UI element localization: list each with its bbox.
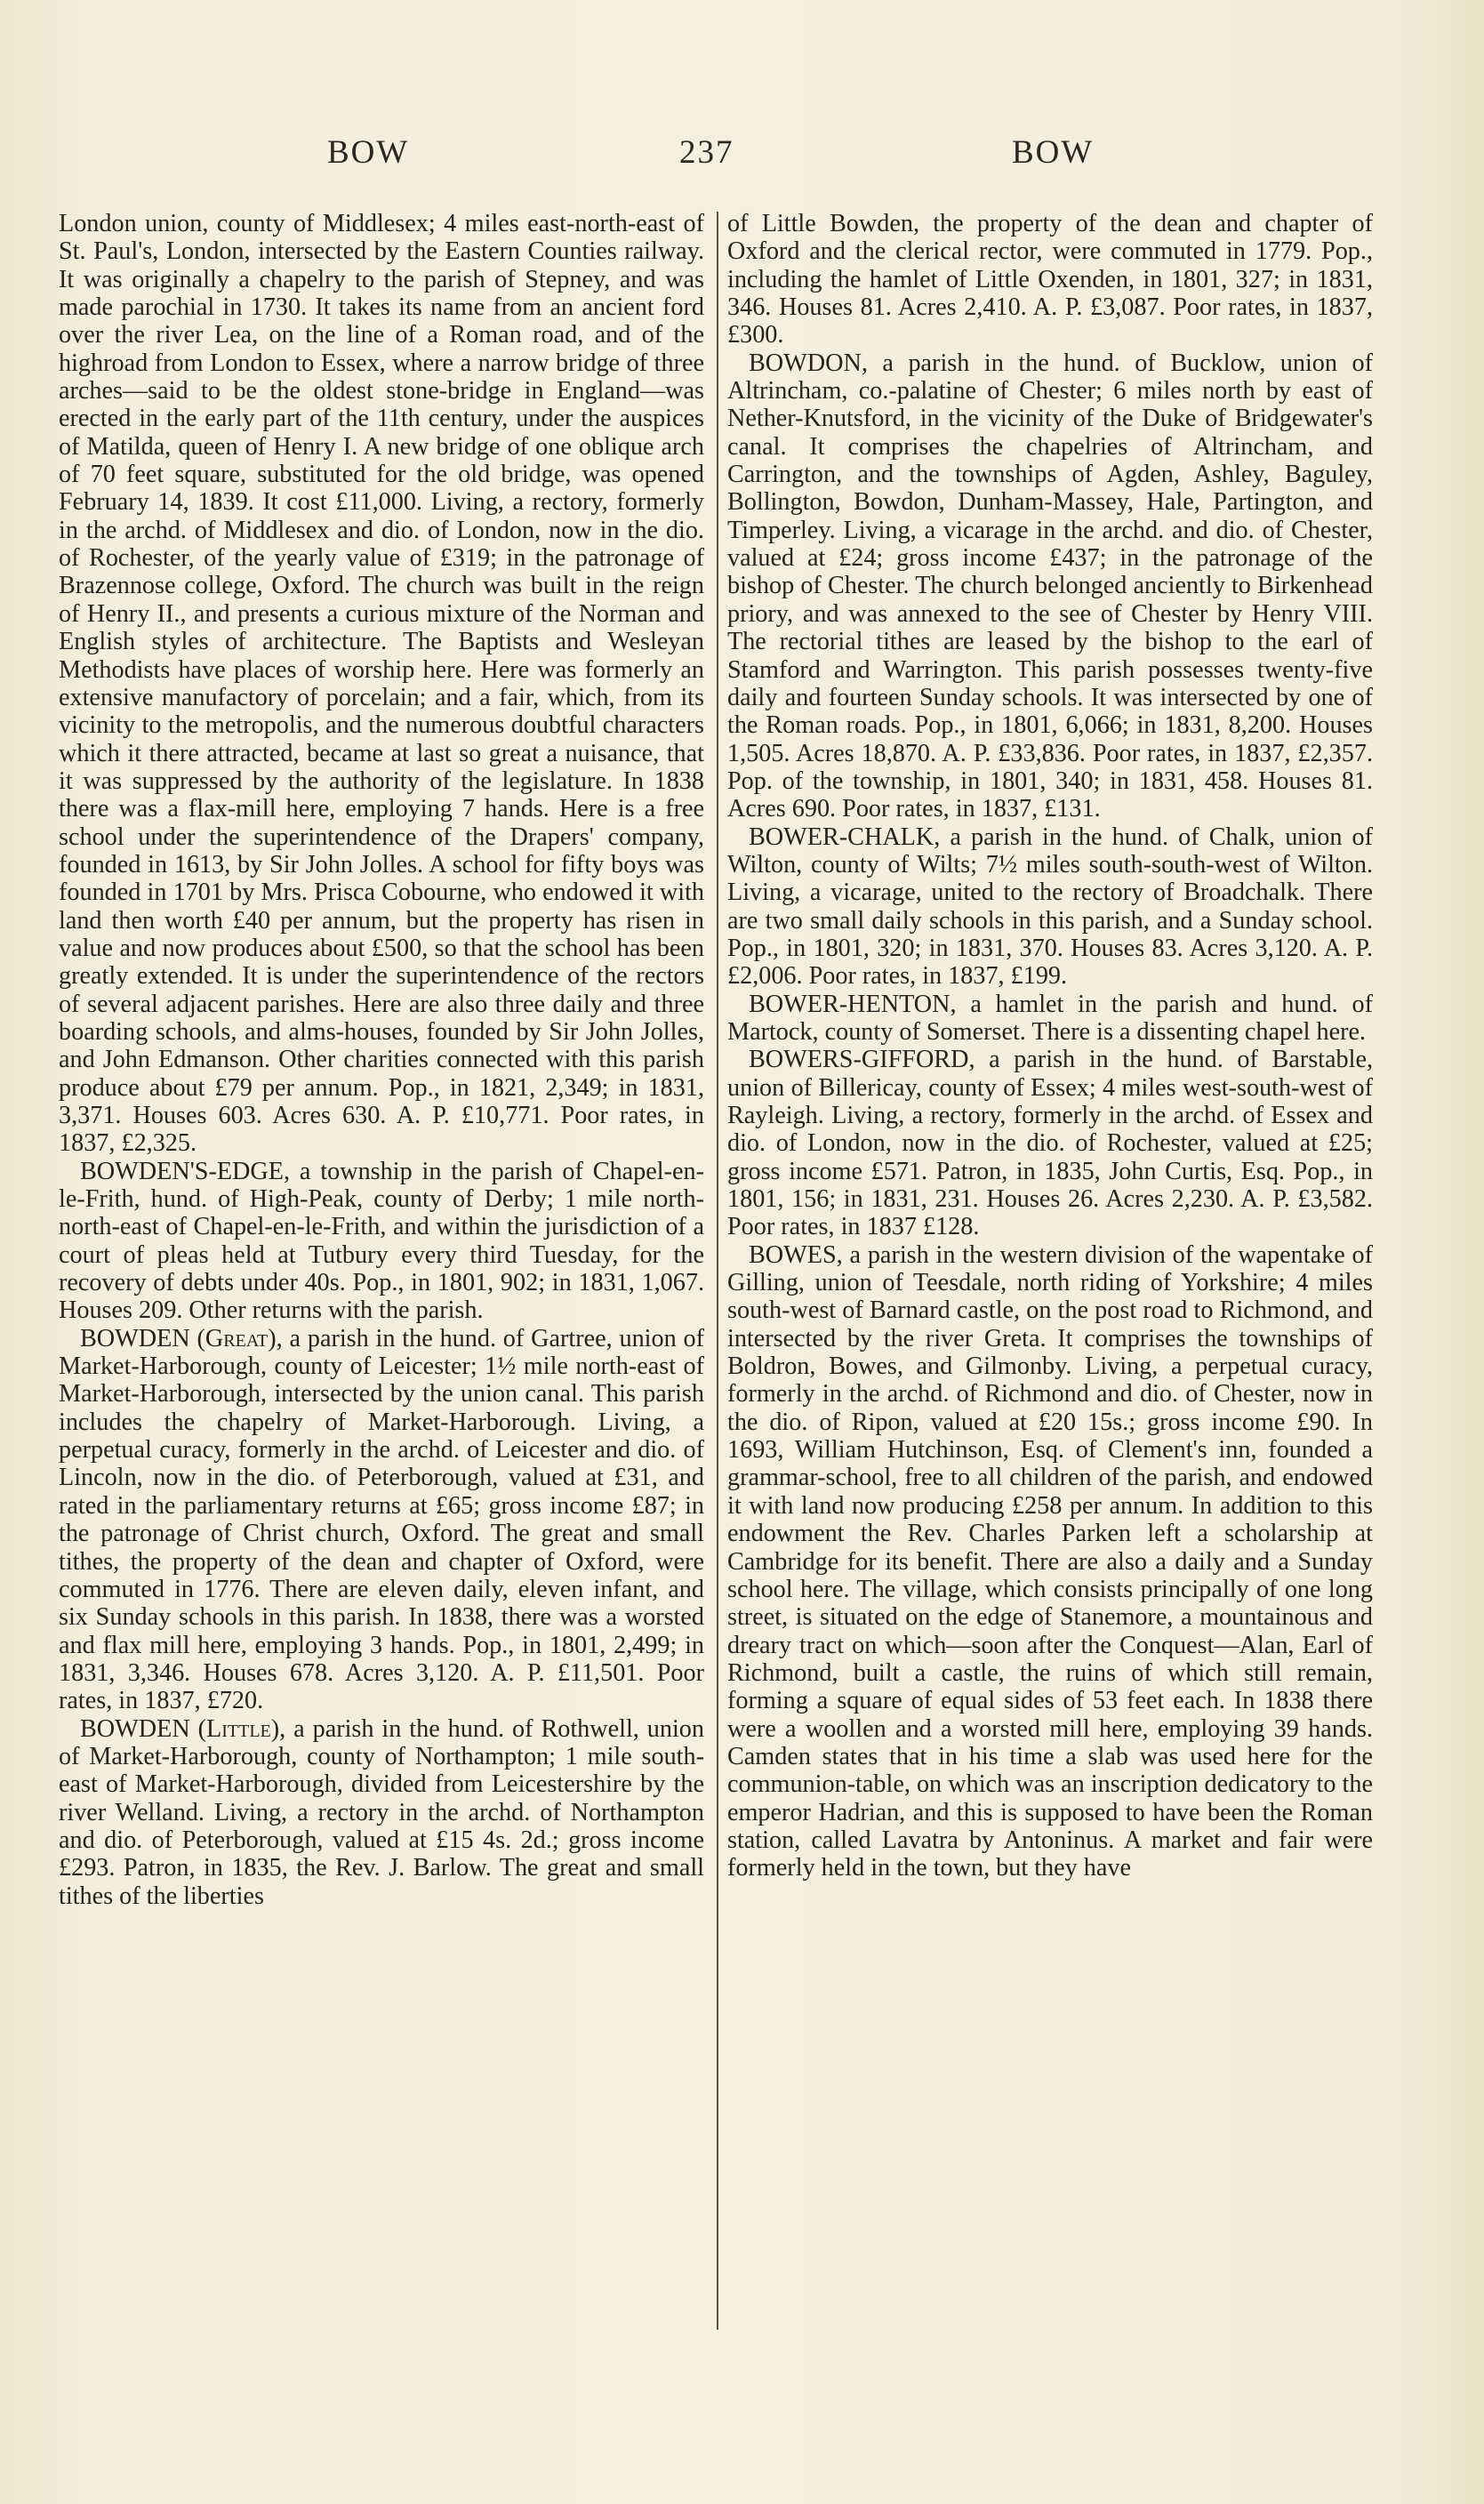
entry-bowden-little [59,1715,704,1910]
entry-bow-continued: London union, county of Middlesex; 4 miles east-north-east of St. Paul's, London, intersected by the Eastern Counties railway. It was originally a chapelry to the parish of Stepney, and was made parochial in 1730. It takes its name from an ancient ford over the river Lea, on the line of a Roman road, and of the highroad from London to Essex, where a narrow bridge of three arches—said to be the oldest stone-bridge in England—was erected in the early part of the 11th century, under the auspices of Matilda, queen of Henry I. A new bridge of one oblique arch of 70 feet square, substituted for the old bridge, was opened February 14, 1839. It cost £11,000. Living, a rectory, formerly in the archd. of Middlesex and dio. of London, now in the dio. of Rochester, of the yearly value of £319; in the patronage of Brazennose college, Oxford. The church was built in the reign of Henry II., and presents a curious mixture of the Norman and English styles of architecture. The Baptists and Wesleyan Methodists have places of worship here. Here was formerly an extensive manufactory of porcelain; and a fair, which, from its vicinity to the metropolis, and the numerous doubtful characters which it there attracted, became at last so great a nuisance, that it was suppressed by the authority of the legislature. In 1838 there was a flax-mill here, employing 7 hands. Here is a free school under the superintendence of the Drapers' company, founded in 1613, by Sir John Jolles. A school for fifty boys was founded in 1701 by Mrs. Prisca Cobourne, who endowed it with land then worth £40 per annum, but the property has risen in value and now produces about £500, so that the school has been greatly extended. It is under the superintendence of the rectors of several adjacent parishes. Here are also three daily and three boarding schools, and alms-houses, founded by Sir John Jolles, and John Edmanson. Other charities connected with this parish produce about £79 per annum. Pop., in 1821, 2,349; in 1831, 3,371. Houses 603. Acres 630. A. P. £10,771. Poor rates, in 1837, £2,325. [59,210,704,1158]
entry-head: BOWDEN ( [80,1714,207,1743]
entry-body: ), a parish in the hund. of Rothwell, union of Market-Harborough, county of Northampton; 1 mile south-east of Market-Harborough, divided from Leicestershire by the river Welland. Living, a rectory in the archd. of Northampton and dio. of Peterborough, valued at £15 4s. 2d.; gross income £293. Patron, in 1835, the Rev. J. Barlow. The great and small tithes of the liberties [59,1714,704,1910]
entry-head: BOWDEN ( [80,1324,205,1352]
header-left-catchword: BOW [327,134,410,171]
left-column [59,210,704,1910]
entry-body: ), a parish in the hund. of Gartree, union of Market-Harborough, county of Leicester; 1½ mile north-east of Market-Harborough, intersected by the union canal. This parish includes the chapelry of Market-Harborough. Living, a perpetual curacy, formerly in the archd. of Leicester and dio. of Lincoln, now in the dio. of Peterborough, valued at £31, and rated in the parliamentary returns at £65; gross income £87; in the patronage of Christ church, Oxford. The great and small tithes, the property of the dean and chapter of Oxford, were commuted in 1776. There are eleven daily, eleven infant, and six Sunday schools in this parish. In 1838, there was a worsted and flax mill here, employing 3 hands. Pop., in 1801, 2,499; in 1831, 3,346. Houses 678. Acres 3,120. A. P. £11,501. Poor rates, in 1837, £720. [59,1324,704,1715]
entry-bowden-little-continued: of Little Bowden, the property of the dean and chapter of Oxford and the clerical rector, were commuted in 1779. Pop., including the hamlet of Little Oxenden, in 1801, 327; in 1831, 346. Houses 81. Acres 2,410. A. P. £3,087. Poor rates, in 1837, £300. [727,210,1373,349]
entry-bowdon: BOWDON, a parish in the hund. of Bucklow, union of Altrincham, co.-palatine of Chester; 6 miles north by east of Nether-Knutsford, in the vicinity of the Duke of Bridgewater's canal. It comprises the chapelries of Altrincham, and Carrington, and the townships of Agden, Ashley, Baguley, Bollington, Bowdon, Dunham-Massey, Hale, Partington, and Timperley. Living, a vicarage in the archd. and dio. of Chester, valued at £24; gross income £437; in the patronage of the bishop of Chester. The church belonged anciently to Birkenhead priory, and was annexed to the see of Chester by Henry VIII. The rectorial tithes are leased by the bishop to the earl of Stamford and Warrington. This parish possesses twenty-five daily and fourteen Sunday schools. It was intersected by one of the Roman roads. Pop., in 1801, 6,066; in 1831, 8,200. Houses 1,505. Acres 18,870. A. P. £33,836. Poor rates, in 1837, £2,357. Pop. of the township, in 1801, 340; in 1831, 458. Houses 81. Acres 690. Poor rates, in 1837, £131. [727,349,1373,823]
running-header [0,133,1484,187]
entry-bowdens-edge: BOWDEN'S-EDGE, a township in the parish of Chapel-en-le-Frith, hund. of High-Peak, county of Derby; 1 mile north-north-east of Chapel-en-le-Frith, and within the jurisdiction of a court of pleas held at Tutbury every third Tuesday, for the recovery of debts under 40s. Pop., in 1801, 902; in 1831, 1,067. Houses 209. Other returns with the parish. [59,1157,704,1325]
entry-bowers-gifford: BOWERS-GIFFORD, a parish in the hund. of Barstable, union of Billericay, county of Essex; 4 miles west-south-west of Rayleigh. Living, a rectory, formerly in the archd. of Essex and dio. of London, now in the dio. of Rochester, valued at £25; gross income £571. Patron, in 1835, John Curtis, Esq. Pop., in 1801, 156; in 1831, 231. Houses 26. Acres 2,230. A. P. £3,582. Poor rates, in 1837 £128. [727,1046,1373,1241]
header-right-catchword: BOW [1012,134,1095,171]
entry-bower-chalk: BOWER-CHALK, a parish in the hund. of Chalk, union of Wilton, county of Wilts; 7½ miles south-south-west of Wilton. Living, a vicarage, united to the rectory of Broadchalk. There are two small daily schools in this parish, and a Sunday school. Pop., in 1801, 320; in 1831, 370. Houses 83. Acres 3,120. A. P. £2,006. Poor rates, in 1837, £199. [727,823,1373,991]
column-divider [717,212,718,2330]
entry-bowden-great [59,1325,704,1715]
entry-head-qualifier: Great [205,1324,269,1352]
right-column [727,210,1373,1882]
page-number: 237 [679,134,734,171]
entry-bowes: BOWES, a parish in the western division of the wapentake of Gilling, union of Teesdale, north riding of Yorkshire; 4 miles south-west of Barnard castle, on the post road to Richmond, and intersected by the river Greta. It comprises the townships of Boldron, Bowes, and Gilmonby. Living, a perpetual curacy, formerly in the archd. of Richmond and dio. of Chester, now in the dio. of Ripon, valued at £20 15s.; gross income £90. In 1693, William Hutchinson, Esq. of Clement's inn, founded a grammar-school, free to all children of the parish, and endowed it with land now producing £258 per annum. In addition to this endowment the Rev. Charles Parken left a scholarship at Cambridge for its benefit. There are also a daily and a Sunday school here. The village, which consists principally of one long street, is situated on the edge of Stanemore, a mountainous and dreary tract on which—soon after the Conquest—Alan, Earl of Richmond, built a castle, the ruins of which still remain, forming a square of equal sides of 53 feet each. In 1838 there were a woollen and a worsted mill here, employing 39 hands. Camden states that in his time a slab was used here for the communion-table, on which was an inscription dedicatory to the emperor Hadrian, and this is supposed to have been the Roman station, called Lavatra by Antoninus. A market and fair were formerly held in the town, but they have [727,1240,1373,1882]
entry-bower-henton: BOWER-HENTON, a hamlet in the parish and hund. of Martock, county of Somerset. There is a dissenting chapel here. [727,990,1373,1046]
entry-head-qualifier: Little [206,1714,271,1743]
